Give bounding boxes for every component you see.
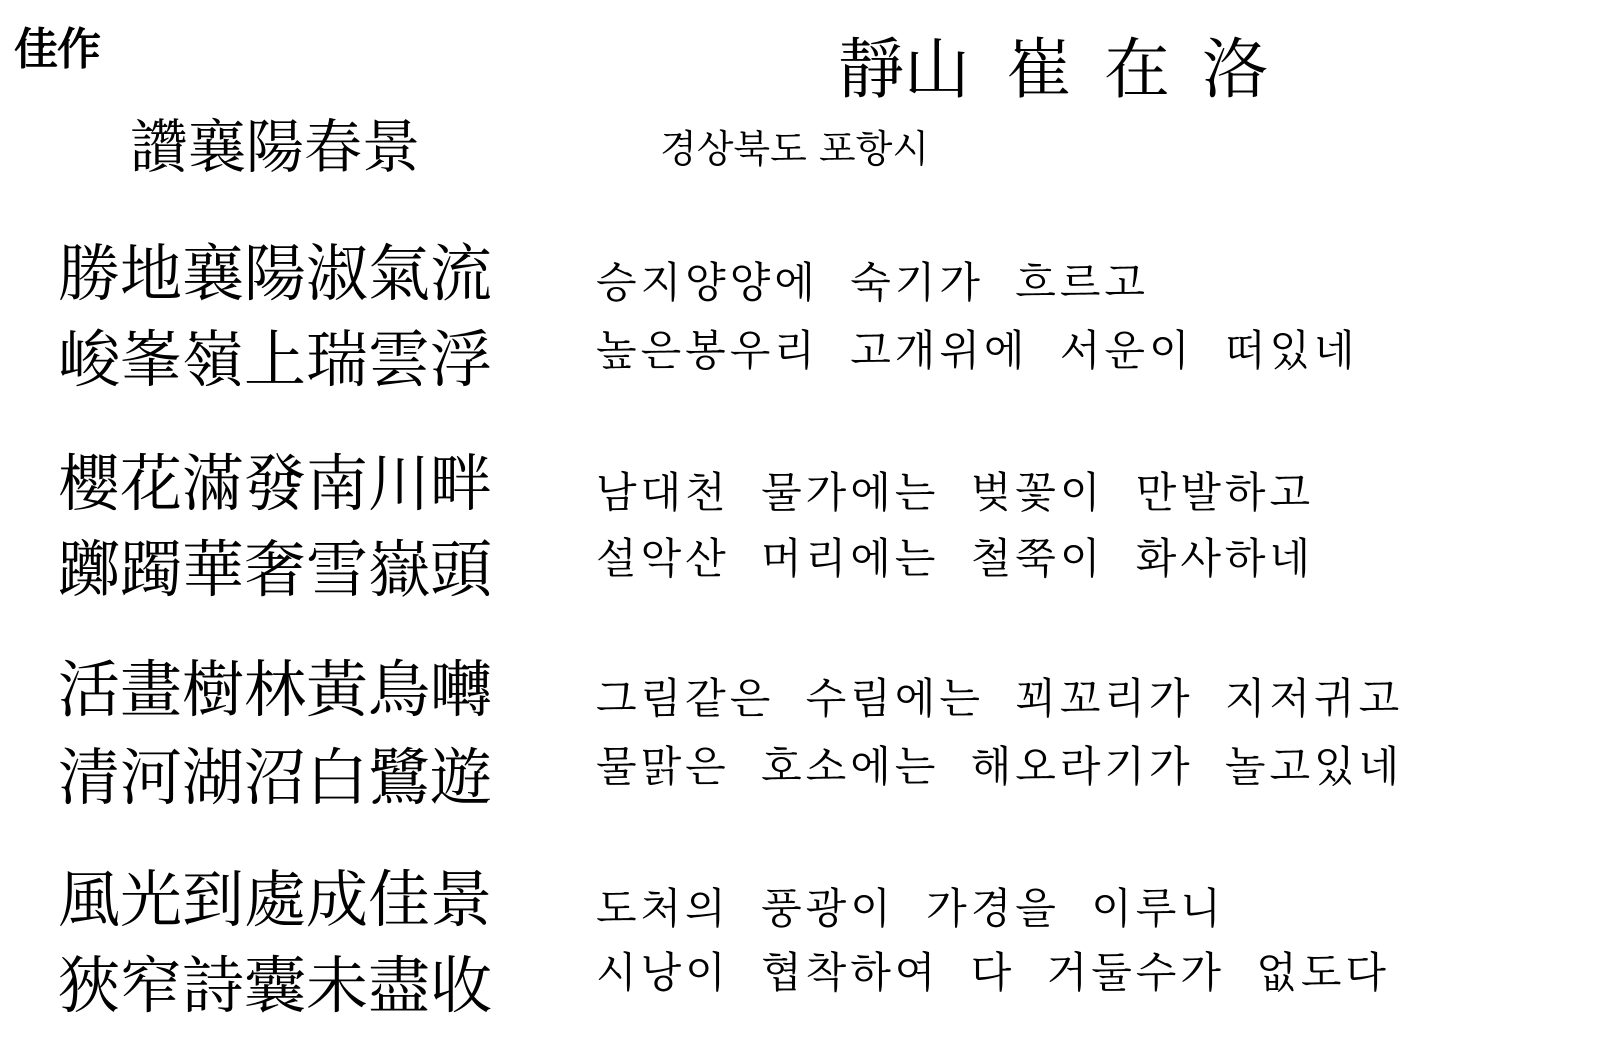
korean-line-6: 물맑은 호소에는 해오라기가 놀고있네: [596, 742, 1404, 791]
hanja-line-1: 勝地襄陽淑氣流: [58, 237, 493, 310]
hanja-line-4: 躑躅華奢雪嶽頭: [58, 533, 493, 606]
korean-line-1: 승지양양에 숙기가 흐르고: [596, 258, 1149, 307]
hanja-line-2: 峻峯嶺上瑞雲浮: [58, 323, 493, 396]
author-name-char-2: 在: [1104, 31, 1170, 108]
korean-line-8: 시낭이 협착하여 다 거둘수가 없도다: [596, 948, 1390, 997]
hanja-line-6: 清河湖沼白鷺遊: [58, 741, 493, 814]
korean-line-7: 도처의 풍광이 가경을 이루니: [596, 884, 1225, 933]
author-pen-name: 靜山: [838, 31, 970, 108]
korean-line-2: 높은봉우리 고개위에 서운이 떠있네: [596, 326, 1359, 375]
poem-title: 讚襄陽春景: [130, 113, 421, 181]
author-name-char-1: 崔: [1006, 31, 1072, 108]
korean-line-4: 설악산 머리에는 철쭉이 화사하네: [596, 534, 1315, 583]
author-line: [838, 30, 1268, 110]
author-name-char-3: 洛: [1202, 31, 1268, 108]
hanja-line-5: 活畫樹林黃鳥囀: [58, 653, 493, 726]
korean-line-3: 남대천 물가에는 벚꽃이 만발하고: [596, 468, 1315, 517]
hanja-line-8: 狹窄詩囊未盡收: [58, 949, 493, 1022]
korean-line-5: 그림같은 수림에는 꾀꼬리가 지저귀고: [596, 674, 1404, 723]
hanja-line-7: 風光到處成佳景: [58, 863, 493, 936]
author-location: 경상북도 포항시: [660, 127, 930, 171]
award-badge: 佳作: [14, 24, 100, 75]
hanja-line-3: 櫻花滿發南川畔: [58, 447, 493, 520]
